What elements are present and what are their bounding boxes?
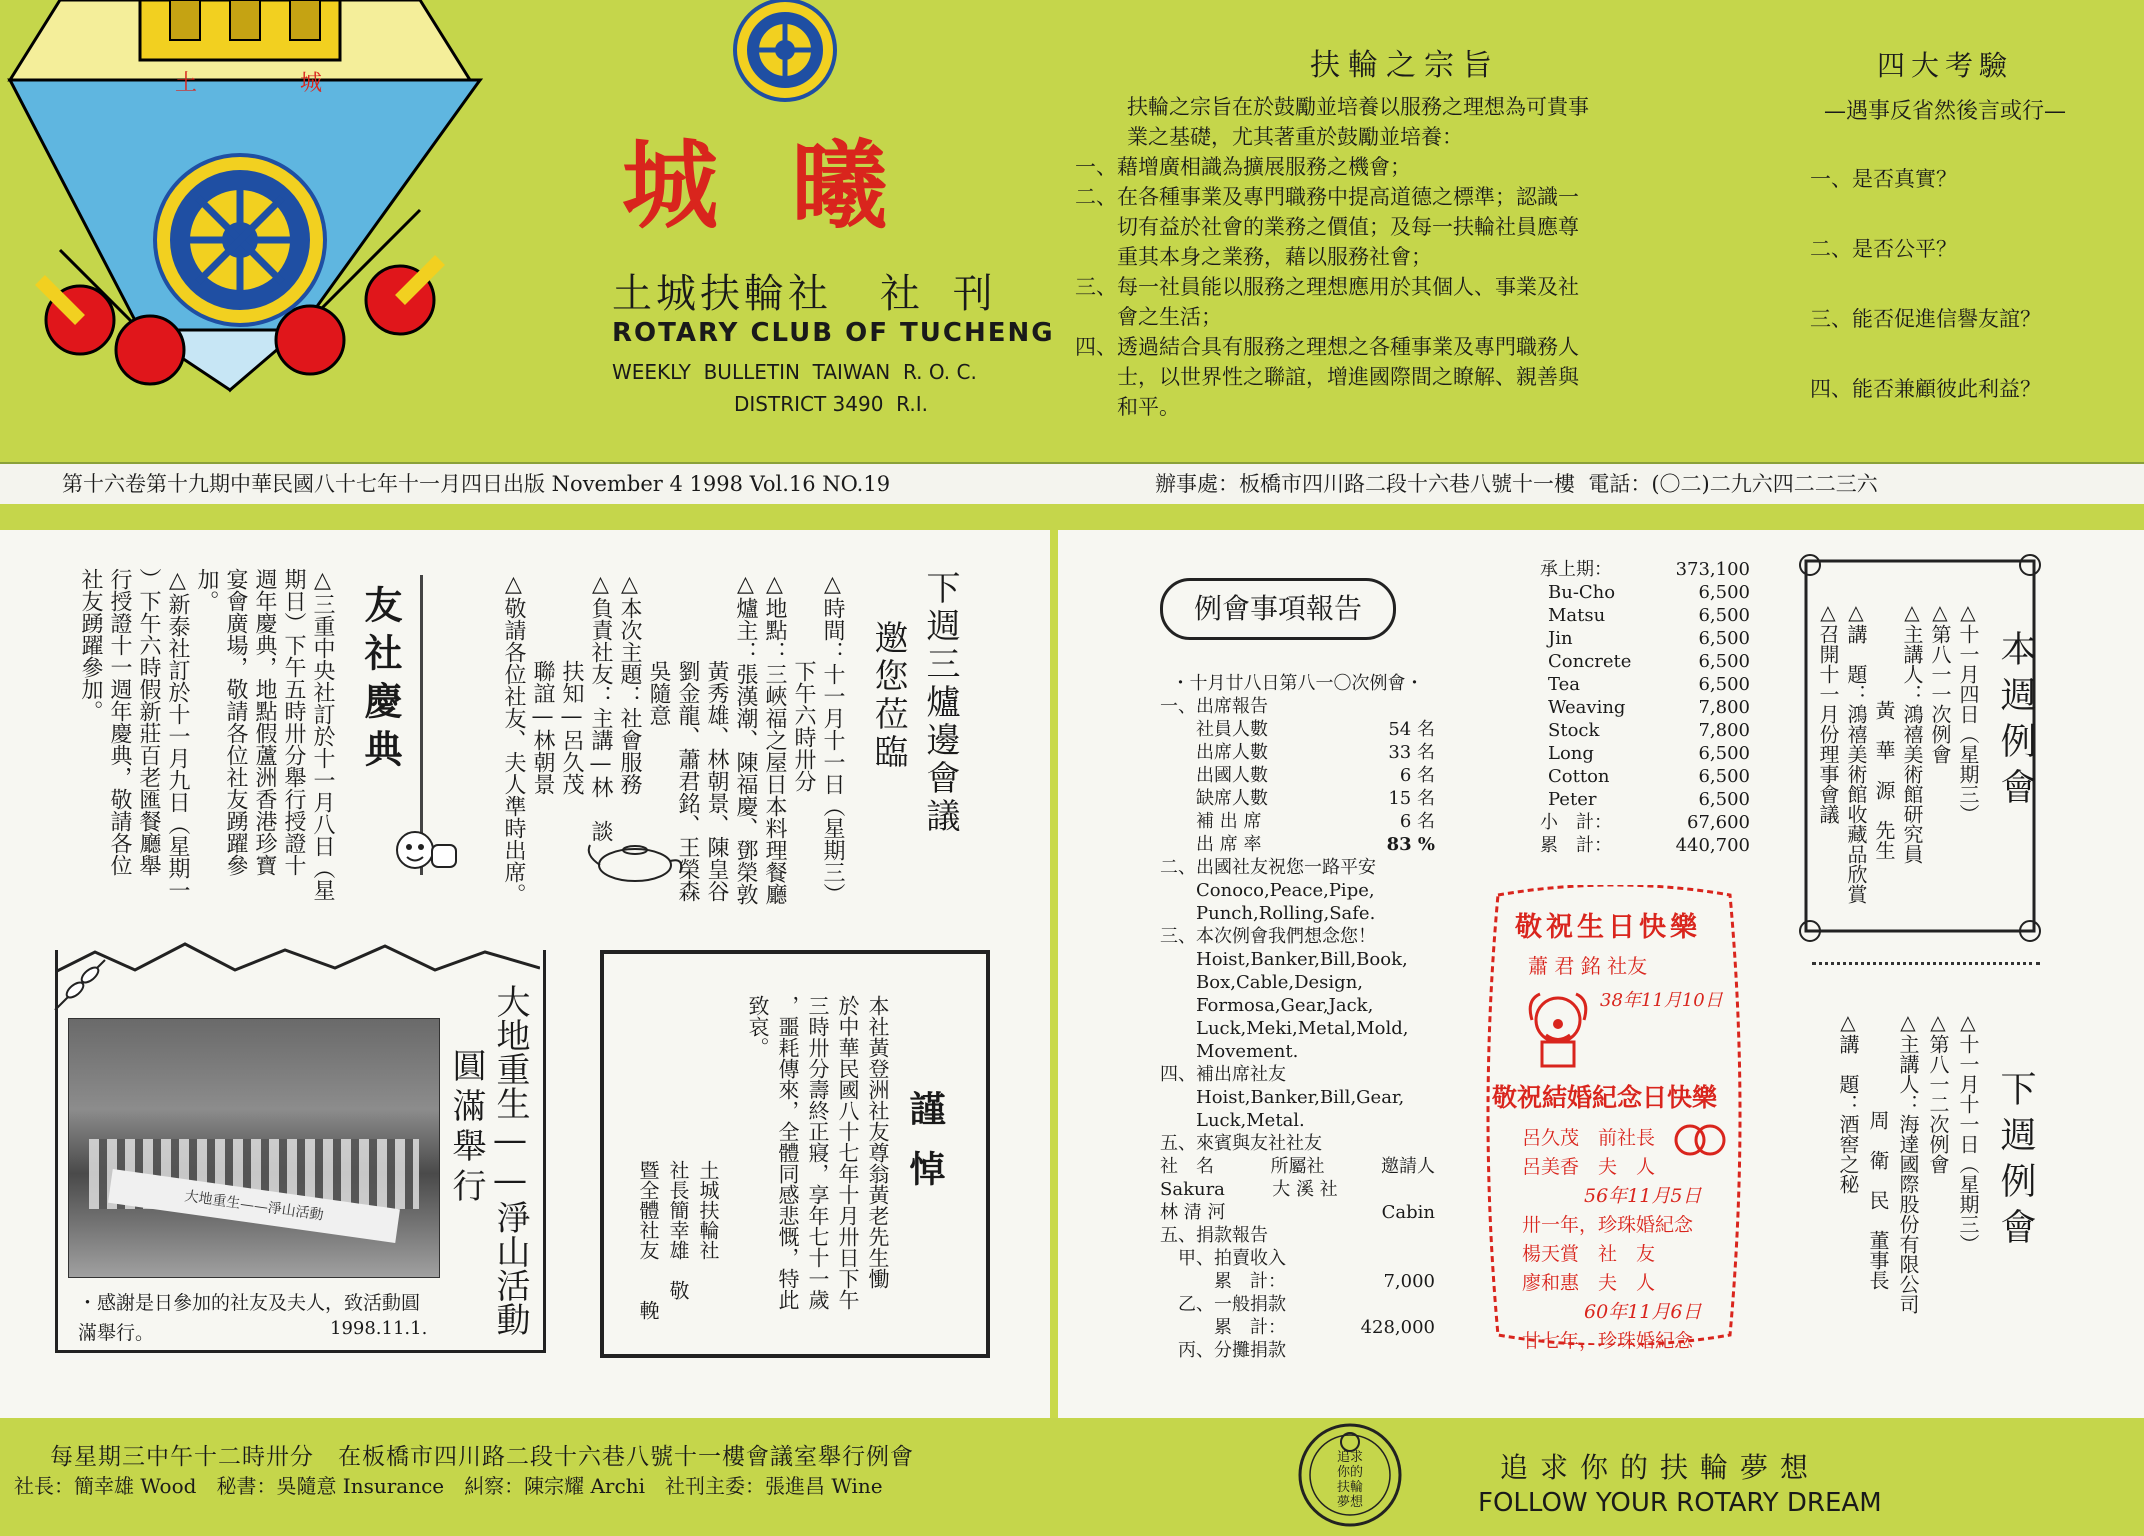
this-week-line: △講 題：鴻禧美術館收藏品欣賞 <box>1844 600 1868 904</box>
sister-club-line: 宴會廣場，敬請各位社友踴躍參 <box>223 568 248 876</box>
miss-names: Movement. <box>1196 1041 1299 1062</box>
object-of-rotary <box>1075 40 1735 422</box>
makeup-names: Hoist,Banker,Bill,Gear, <box>1196 1087 1405 1108</box>
donation-b-total: 累 計： 428,000 <box>1214 1317 1435 1338</box>
next-week-body <box>1820 1010 1980 1350</box>
ledger-row: Stock 7,800 <box>1548 720 1750 741</box>
object-title: 扶輪之宗旨 <box>1310 48 1500 83</box>
wedding-line: 56年11月5日 <box>1584 1185 1702 1207</box>
ledger-row: Long 6,500 <box>1548 743 1750 764</box>
object-intro-1: 扶輪之宗旨在於鼓勵並培養以服務之理想為可貴事 <box>1127 95 1589 119</box>
object-item-2b: 切有益於社會的業務之價值；及每一扶輪社員應尊 <box>1075 215 1579 239</box>
donation-a: 甲、拍賣收入 <box>1178 1248 1286 1269</box>
wedding-line: 卅一年，珍珠婚紀念 <box>1522 1214 1694 1236</box>
fireside-line: △地點：三峽福之屋日本料理餐廳 <box>762 572 787 905</box>
fireside-line: △爐主：張漢潮、陳福慶、鄧榮敦 <box>733 572 758 905</box>
ledger-row: Bu-Cho 6,500 <box>1548 582 1750 603</box>
four-way-item-3: 三、能否促進信譽友誼？ <box>1810 307 2041 331</box>
miss-names: Formosa,Gear,Jack, <box>1196 995 1374 1016</box>
district-label: DISTRICT 3490 R.I. <box>734 392 928 416</box>
condolence-line: 本社黃登洲社友尊翁黃老先生慟 <box>866 995 890 1289</box>
birthday-title: 敬祝生日快樂 <box>1515 912 1701 943</box>
this-week-title: 本週例會 <box>1995 630 2036 814</box>
object-intro-2: 業之基礎，尤其著重於鼓勵並培養： <box>1127 125 1463 149</box>
fireside-line: △本次主題：社會服務 <box>617 572 642 795</box>
ledger-subtotal: 小 計： 67,600 <box>1540 812 1750 833</box>
miss-title: 三、本次例會我們想念您！ <box>1160 926 1376 947</box>
attendance-row: 出國人數 6 名 <box>1196 765 1435 786</box>
slogan-en: FOLLOW YOUR ROTARY DREAM <box>1478 1488 1882 1518</box>
condolence-signature <box>610 1160 720 1340</box>
condolence-line: 於中華民國八十七年十月卅日下午 <box>836 995 860 1310</box>
next-week-line: △主講人：海達國際股份有限公司 <box>1896 1010 1920 1314</box>
this-week-line: △主講人：鴻禧美術館研究員 <box>1900 600 1924 864</box>
ledger-total: 累 計： 440,700 <box>1540 835 1750 856</box>
next-week-line: △第八一二次例會 <box>1926 1010 1950 1174</box>
sister-club-line: 社友踴躍參加。 <box>78 568 103 722</box>
tucheng-diamond-logo <box>0 0 520 400</box>
office-line: 辦事處：板橋市四川路二段十六巷八號十一樓 電話：(〇二)二九六四二二三六 <box>1155 472 1878 496</box>
seal-line: 你的 <box>1336 1465 1363 1480</box>
guest-row: Sakura 大 溪 社 <box>1160 1179 1338 1200</box>
fireside-line: 聯誼—林朝景 <box>530 572 555 795</box>
condolence-line: 三時卅分壽終正寢，享年七十一歲 <box>806 995 830 1310</box>
wedding-list <box>1522 1124 1722 1356</box>
fireside-title: 下週三爐邊會議 <box>920 570 960 836</box>
sister-club-line: 週年慶典，地點假蘆洲香港珍寶 <box>252 568 277 876</box>
donation-b: 乙、一般捐款 <box>1178 1294 1286 1315</box>
ledger-row: Concrete 6,500 <box>1548 651 1750 672</box>
donation-ledger <box>1540 558 1750 857</box>
next-week-line: △講 題：酒窖之秘 <box>1836 1010 1860 1194</box>
four-way-item-4: 四、能否兼顧彼此利益？ <box>1810 377 2041 401</box>
birthday-date: 38年11月10日 <box>1600 990 1723 1011</box>
sister-club-line: 行授證十一週年慶典，敬請各位 <box>107 568 132 876</box>
event-photo <box>68 1018 440 1278</box>
four-way-item-2: 二、是否公平？ <box>1810 237 1957 261</box>
four-way-title: 四大考驗 <box>1876 49 2013 82</box>
abroad-names: Conoco,Peace,Pipe, <box>1196 880 1375 901</box>
miss-names: Box,Cable,Design, <box>1196 972 1364 993</box>
weekly-bulletin-en: WEEKLY BULLETIN TAIWAN R. O. C. <box>612 360 977 384</box>
ledger-row: Weaving 7,800 <box>1548 697 1750 718</box>
attendance-row: 補 出 席 6 名 <box>1196 811 1435 832</box>
clown-icon <box>1518 980 1598 1070</box>
four-way-test <box>1760 44 2130 403</box>
this-week-body <box>1816 600 1980 930</box>
ledger-row: Cotton 6,500 <box>1548 766 1750 787</box>
club-name-en: ROTARY CLUB OF TUCHENG <box>612 318 1055 348</box>
fireside-subtitle: 邀您莅臨 <box>868 620 908 772</box>
teapot-icon <box>580 835 690 885</box>
mountain-border-icon <box>55 932 540 982</box>
green-strip <box>0 504 2144 530</box>
object-item-3b: 會之生活； <box>1075 305 1222 329</box>
attendance-row: 出 席 率 83 % <box>1196 834 1435 855</box>
object-item-4b: 士，以世界性之聯誼，增進國際間之瞭解、親善與 <box>1075 365 1579 389</box>
next-week-line: 周 衛 民 董事長 <box>1866 1010 1890 1290</box>
fireside-line: △時間：十一月十一日（星期三） <box>820 572 845 905</box>
attendance-title: 一、出席報告 <box>1160 696 1268 717</box>
fireside-title-box <box>855 570 965 870</box>
dotted-divider <box>1812 962 2040 965</box>
wedding-line: 楊天賞 社 友 <box>1522 1243 1656 1265</box>
fireside-line: 黃秀雄、林朝景、陳皇谷 <box>704 572 729 902</box>
mountain-date: 1998.11.1. <box>330 1318 428 1339</box>
four-way-subtitle: —遇事反省然後言或行— <box>1823 99 2066 124</box>
mountain-title-2: 圓滿舉行 <box>446 1048 486 1208</box>
sister-club-line: △三重中央社訂於十一月八日（星 <box>310 568 335 901</box>
issue-line: 第十六卷第十九期中華民國八十七年十一月四日出版 November 4 1998 Vol.16 NO.19 <box>62 472 891 496</box>
condolence-line: ，噩耗傳來，全體同感悲慨，特此 <box>776 995 800 1310</box>
sister-club-line: 加。 <box>194 568 219 612</box>
slogan-cn: 追求你的扶輪夢想 <box>1500 1451 1821 1484</box>
ledger-row: Tea 6,500 <box>1548 674 1750 695</box>
object-item-4a: 四、透過結合具有服務之理想之各種事業及專門職務人 <box>1075 335 1579 359</box>
condolence-body <box>720 995 890 1335</box>
rotary-wheel-icon <box>730 0 840 110</box>
attendance-row: 社員人數 54 名 <box>1196 719 1435 740</box>
fireside-line: 吳隨意 <box>646 572 671 726</box>
miss-names: Hoist,Banker,Bill,Book, <box>1196 949 1408 970</box>
object-item-3a: 三、每一社員能以服務之理想應用於其個人、事業及社 <box>1075 275 1579 299</box>
mascot-icon <box>390 820 460 880</box>
this-week-line: △召開十一月份理事會議 <box>1816 600 1840 824</box>
wedding-line: 呂美香 夫 人 <box>1522 1156 1656 1178</box>
seal-line: 夢想 <box>1336 1495 1363 1510</box>
footer-seal-text <box>1322 1450 1378 1510</box>
logo-label-cheng: 城 <box>300 71 323 96</box>
officers-line: 社長：簡幸雄 Wood 秘書：吳隨意 Insurance 糾察：陳宗耀 Archi 社刊主委：張進昌 Wine <box>14 1474 883 1498</box>
meeting-schedule: 每星期三中午十二時卅分 在板橋市四川路二段十六巷八號十一樓會議室舉行例會 <box>50 1444 914 1470</box>
makeup-names: Luck,Metal. <box>1196 1110 1305 1131</box>
mountain-title-1: 大地重生——淨山活動 <box>490 984 530 1336</box>
condolence-signature-line: 暨全體社友 輓 <box>636 1160 660 1320</box>
leaf-icon <box>50 955 110 1015</box>
ledger-row: Matsu 6,500 <box>1548 605 1750 626</box>
next-week-title: 下週例會 <box>1995 1070 2036 1254</box>
this-week-line: △第八一一次例會 <box>1928 600 1952 764</box>
this-week-line: △十一月四日（星期三） <box>1956 600 1980 824</box>
wedding-line: 廿七年，珍珠婚紀念 <box>1522 1330 1694 1352</box>
fireside-line: 下午六時卅分 <box>791 572 816 792</box>
guest-row: 林 清 河 Cabin <box>1160 1202 1435 1223</box>
meeting-report-title: 例會事項報告 <box>1193 592 1362 625</box>
bulletin-label-cn: 社 刊 <box>880 271 1003 317</box>
sister-club-line: △新泰社訂於十一月九日（星期一 <box>165 568 190 901</box>
condolence-title: 謹悼 <box>904 1090 946 1210</box>
ledger-opening: 承上期： 373,100 <box>1540 559 1750 580</box>
fireside-line: 劉金龍、蕭君銘、王榮森 <box>675 572 700 902</box>
next-week-line: △十一月十一日（星期三） <box>1956 1010 1980 1254</box>
photo-banner: 大地重生——淨山活動 <box>108 1169 400 1243</box>
meeting-line: ・十月廿八日第八一〇次例會・ <box>1171 673 1424 694</box>
condolence-signature-line: 社長簡幸雄 敬 <box>666 1160 690 1300</box>
object-item-2c: 重其本身之業務，藉以服務社會； <box>1075 245 1432 269</box>
wedding-line: 60年11月6日 <box>1584 1301 1702 1323</box>
seal-line: 追求 <box>1336 1450 1363 1465</box>
meeting-report-badge <box>1160 578 1396 640</box>
this-week-line: 黃 華 源 先生 <box>1872 600 1896 860</box>
donation-a-total: 累 計： 7,000 <box>1214 1271 1435 1292</box>
condolence-signature-line: 土城扶輪社 <box>696 1160 720 1260</box>
club-name-cn: 土城扶輪社 <box>612 271 832 317</box>
sister-club-title: 友社慶典 <box>358 585 403 777</box>
object-item-4c: 和平。 <box>1075 395 1180 419</box>
miss-names: Luck,Meki,Metal,Mold, <box>1196 1018 1409 1039</box>
seal-line: 扶輪 <box>1336 1480 1363 1495</box>
fireside-line: △負責社友：主講—林 談 <box>588 572 613 842</box>
guests-title: 五、來賓與友社社友 <box>1160 1133 1322 1154</box>
wedding-line: 廖和惠 夫 人 <box>1522 1272 1656 1294</box>
sister-club-line: ）下午六時假新莊百老匯餐廳舉 <box>136 568 161 876</box>
makeup-title: 四、補出席社友 <box>1160 1064 1286 1085</box>
attendance-row: 缺席人數 15 名 <box>1196 788 1435 809</box>
logo-label-tu: 土 <box>175 71 198 96</box>
ledger-row: Jin 6,500 <box>1548 628 1750 649</box>
abroad-title: 二、出國社友祝您一路平安 <box>1160 857 1376 878</box>
abroad-names: Punch,Rolling,Safe. <box>1196 903 1376 924</box>
sister-club-line: 期日）下午五時卅分舉行授證十 <box>281 568 306 876</box>
four-way-item-1: 一、是否真實？ <box>1810 167 1957 191</box>
donation-c: 丙、分攤捐款 <box>1178 1340 1286 1361</box>
fireside-line: △敬請各位社友、夫人準時出席。 <box>501 572 526 905</box>
wedding-title: 敬祝結婚紀念日快樂 <box>1492 1083 1718 1112</box>
birthday-name: 蕭 君 銘 社友 <box>1528 954 1648 978</box>
condolence-line: 致哀。 <box>746 995 770 1058</box>
ledger-row: Peter 6,500 <box>1548 789 1750 810</box>
guests-header: 社 名 所屬社 邀請人 <box>1160 1156 1435 1177</box>
object-item-1: 一、藉增廣相識為擴展服務之機會； <box>1075 155 1411 179</box>
fireside-line: 扶知—呂久茂 <box>559 572 584 795</box>
mountain-caption: ・感謝是日參加的社友及夫人，致活動圓滿舉行。 <box>78 1292 421 1344</box>
mountain-title-box <box>445 978 535 1348</box>
donation-title: 五、捐款報告 <box>1160 1225 1268 1246</box>
sister-club-body <box>70 568 335 908</box>
bulletin-title: 城 曦 <box>622 129 908 242</box>
attendance-row: 出席人數 33 名 <box>1196 742 1435 763</box>
meeting-report <box>1160 672 1435 1362</box>
wedding-line: 呂久茂 前社長 <box>1522 1127 1656 1149</box>
object-item-2a: 二、在各種事業及專門職務中提高道德之標準；認識一 <box>1075 185 1579 209</box>
